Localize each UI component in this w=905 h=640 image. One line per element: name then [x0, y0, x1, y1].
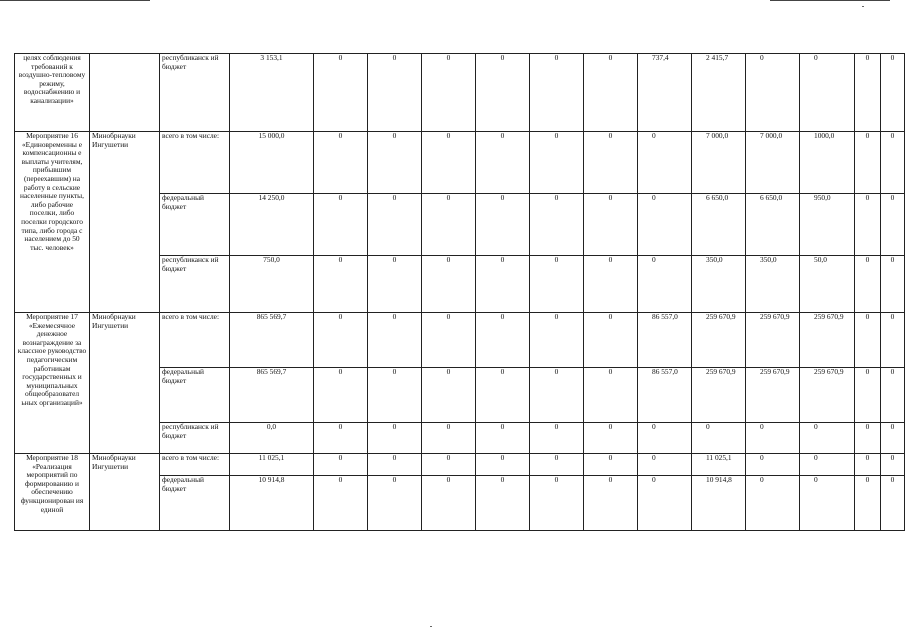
year-amount-cell: 0	[530, 132, 584, 194]
year-amount-cell: 0	[368, 454, 422, 476]
year-amount-cell: 0	[422, 454, 476, 476]
year-amount-cell: 0	[800, 454, 855, 476]
year-amount-cell: 737,4	[638, 54, 692, 132]
year-amount-cell: 0	[476, 132, 530, 194]
total-amount-cell: 865 569,7	[230, 368, 314, 423]
year-amount-cell: 0	[855, 256, 881, 313]
year-amount-cell: 0	[422, 368, 476, 423]
year-amount-cell: 0	[855, 368, 881, 423]
funding-source-cell: всего в том числе:	[160, 132, 230, 194]
year-amount-cell: 0	[855, 54, 881, 132]
year-amount-cell: 0	[584, 423, 638, 454]
year-amount-cell: 0	[584, 54, 638, 132]
funding-source-cell: федеральный бюджет	[160, 194, 230, 256]
year-amount-cell: 259 670,9	[692, 313, 746, 368]
funding-source-cell: федеральный бюджет	[160, 368, 230, 423]
year-amount-cell: 1000,0	[800, 132, 855, 194]
year-amount-cell: 0	[476, 54, 530, 132]
year-amount-cell: 0	[314, 256, 368, 313]
year-amount-cell: 11 025,1	[692, 454, 746, 476]
year-amount-cell: 0	[530, 368, 584, 423]
year-amount-cell: 86 557,0	[638, 368, 692, 423]
year-amount-cell: 6 650,0	[746, 194, 800, 256]
year-amount-cell: 0	[530, 454, 584, 476]
total-amount-cell: 15 000,0	[230, 132, 314, 194]
year-amount-cell: 0	[855, 132, 881, 194]
year-amount-cell: 0	[368, 423, 422, 454]
funding-source-cell: всего в том числе:	[160, 454, 230, 476]
activity-name-cell: Мероприятие 18 «Реализация мероприятий по формированию и обеспечению функционирован ия единой	[15, 454, 90, 531]
year-amount-cell: 0	[422, 476, 476, 531]
activity-name-cell: Мероприятие 17 «Ежемесячное денежное вознаграждение за классное руководство педагогическим работникам государственных и муниципальных общеобразовател ьных организаций»	[15, 313, 90, 454]
year-amount-cell: 10 914,8	[692, 476, 746, 531]
scan-edge-line-right	[770, 0, 890, 1]
table-row	[15, 454, 905, 476]
executor-cell	[90, 54, 160, 132]
total-amount-cell: 11 025,1	[230, 454, 314, 476]
year-amount-cell: 0	[314, 368, 368, 423]
year-amount-cell: 0	[881, 423, 905, 454]
year-amount-cell: 259 670,9	[800, 313, 855, 368]
funding-source-cell: всего в том числе:	[160, 313, 230, 368]
scan-edge-line-left	[0, 0, 150, 1]
year-amount-cell: 0	[476, 194, 530, 256]
year-amount-cell: 86 557,0	[638, 313, 692, 368]
year-amount-cell: 0	[422, 313, 476, 368]
year-amount-cell: 0	[530, 54, 584, 132]
year-amount-cell: 6 650,0	[692, 194, 746, 256]
total-amount-cell: 750,0	[230, 256, 314, 313]
year-amount-cell: 0	[530, 313, 584, 368]
funding-source-cell: республиканск ий бюджет	[160, 256, 230, 313]
funding-source-cell: республиканск ий бюджет	[160, 423, 230, 454]
activity-name-cell: целях соблюдения требований к воздушно-тепловому режиму, водоснабжению и канализации»	[15, 54, 90, 132]
year-amount-cell: 0	[368, 313, 422, 368]
year-amount-cell: 0	[368, 476, 422, 531]
year-amount-cell: 0	[746, 423, 800, 454]
year-amount-cell: 0	[881, 368, 905, 423]
year-amount-cell: 350,0	[746, 256, 800, 313]
year-amount-cell: 0	[881, 476, 905, 531]
year-amount-cell: 0	[855, 476, 881, 531]
year-amount-cell: 0	[584, 476, 638, 531]
year-amount-cell: 0	[314, 313, 368, 368]
year-amount-cell: 0	[368, 368, 422, 423]
year-amount-cell: 0	[638, 194, 692, 256]
total-amount-cell: 14 250,0	[230, 194, 314, 256]
year-amount-cell: 7 000,0	[746, 132, 800, 194]
year-amount-cell: 0	[476, 423, 530, 454]
year-amount-cell: 0	[314, 476, 368, 531]
activity-name-cell: Мероприятие 16 «Единовременны е компенсационны е выплаты учителям, прибывшим (переехавшим) на работу в сельские населенные пункты, либо рабочие поселки, либо поселки городского типа, либо города с населением до 50 тыс. человек»	[15, 132, 90, 313]
scan-speck	[862, 6, 864, 7]
year-amount-cell: 0	[530, 256, 584, 313]
total-amount-cell: 0,0	[230, 423, 314, 454]
year-amount-cell: 0	[584, 194, 638, 256]
year-amount-cell: 0	[368, 54, 422, 132]
year-amount-cell: 350,0	[692, 256, 746, 313]
year-amount-cell: 0	[422, 194, 476, 256]
year-amount-cell: 0	[476, 368, 530, 423]
year-amount-cell: 0	[881, 256, 905, 313]
executor-cell: Минобрнауки Ингушетии	[90, 454, 160, 531]
year-amount-cell: 0	[746, 54, 800, 132]
year-amount-cell: 0	[584, 256, 638, 313]
budget-table	[14, 53, 905, 531]
year-amount-cell: 0	[855, 313, 881, 368]
year-amount-cell: 0	[638, 454, 692, 476]
year-amount-cell: 50,0	[800, 256, 855, 313]
year-amount-cell: 950,0	[800, 194, 855, 256]
year-amount-cell: 0	[584, 368, 638, 423]
year-amount-cell: 0	[746, 476, 800, 531]
year-amount-cell: 0	[881, 454, 905, 476]
year-amount-cell: 0	[746, 454, 800, 476]
year-amount-cell: 0	[530, 194, 584, 256]
year-amount-cell: 0	[638, 476, 692, 531]
year-amount-cell: 0	[584, 313, 638, 368]
year-amount-cell: 0	[422, 132, 476, 194]
year-amount-cell: 0	[800, 54, 855, 132]
year-amount-cell: 0	[476, 476, 530, 531]
year-amount-cell: 0	[314, 423, 368, 454]
year-amount-cell: 7 000,0	[692, 132, 746, 194]
year-amount-cell: 0	[314, 54, 368, 132]
table-body	[15, 54, 905, 531]
year-amount-cell: 0	[530, 423, 584, 454]
year-amount-cell: 0	[881, 194, 905, 256]
total-amount-cell: 865 569,7	[230, 313, 314, 368]
year-amount-cell: 0	[476, 454, 530, 476]
year-amount-cell: 0	[584, 132, 638, 194]
year-amount-cell: 0	[368, 194, 422, 256]
year-amount-cell: 0	[422, 54, 476, 132]
table-row	[15, 54, 905, 132]
year-amount-cell: 0	[530, 476, 584, 531]
year-amount-cell: 0	[881, 132, 905, 194]
year-amount-cell: 0	[314, 194, 368, 256]
year-amount-cell: 0	[855, 454, 881, 476]
year-amount-cell: 0	[584, 454, 638, 476]
total-amount-cell: 3 153,1	[230, 54, 314, 132]
year-amount-cell: 0	[855, 194, 881, 256]
year-amount-cell: 0	[638, 132, 692, 194]
year-amount-cell: 0	[368, 256, 422, 313]
year-amount-cell: 0	[638, 256, 692, 313]
year-amount-cell: 259 670,9	[746, 313, 800, 368]
year-amount-cell: 0	[314, 132, 368, 194]
year-amount-cell: 0	[476, 256, 530, 313]
year-amount-cell: 0	[476, 313, 530, 368]
year-amount-cell: 0	[638, 423, 692, 454]
year-amount-cell: 0	[855, 423, 881, 454]
table-row	[15, 132, 905, 194]
year-amount-cell: 0	[692, 423, 746, 454]
year-amount-cell: 259 670,9	[746, 368, 800, 423]
executor-cell: Минобрнауки Ингушетии	[90, 132, 160, 313]
funding-source-cell: республиканск ий бюджет	[160, 54, 230, 132]
executor-cell: Минобрнауки Ингушетии	[90, 313, 160, 454]
year-amount-cell: 0	[368, 132, 422, 194]
table-row	[15, 313, 905, 368]
funding-source-cell: федеральный бюджет	[160, 476, 230, 531]
year-amount-cell: 259 670,9	[800, 368, 855, 423]
year-amount-cell: 2 415,7	[692, 54, 746, 132]
year-amount-cell: 0	[881, 54, 905, 132]
year-amount-cell: 0	[314, 454, 368, 476]
total-amount-cell: 10 914,8	[230, 476, 314, 531]
year-amount-cell: 0	[800, 423, 855, 454]
year-amount-cell: 0	[800, 476, 855, 531]
year-amount-cell: 259 670,9	[692, 368, 746, 423]
scan-speck	[430, 626, 432, 627]
year-amount-cell: 0	[881, 313, 905, 368]
year-amount-cell: 0	[422, 256, 476, 313]
year-amount-cell: 0	[422, 423, 476, 454]
